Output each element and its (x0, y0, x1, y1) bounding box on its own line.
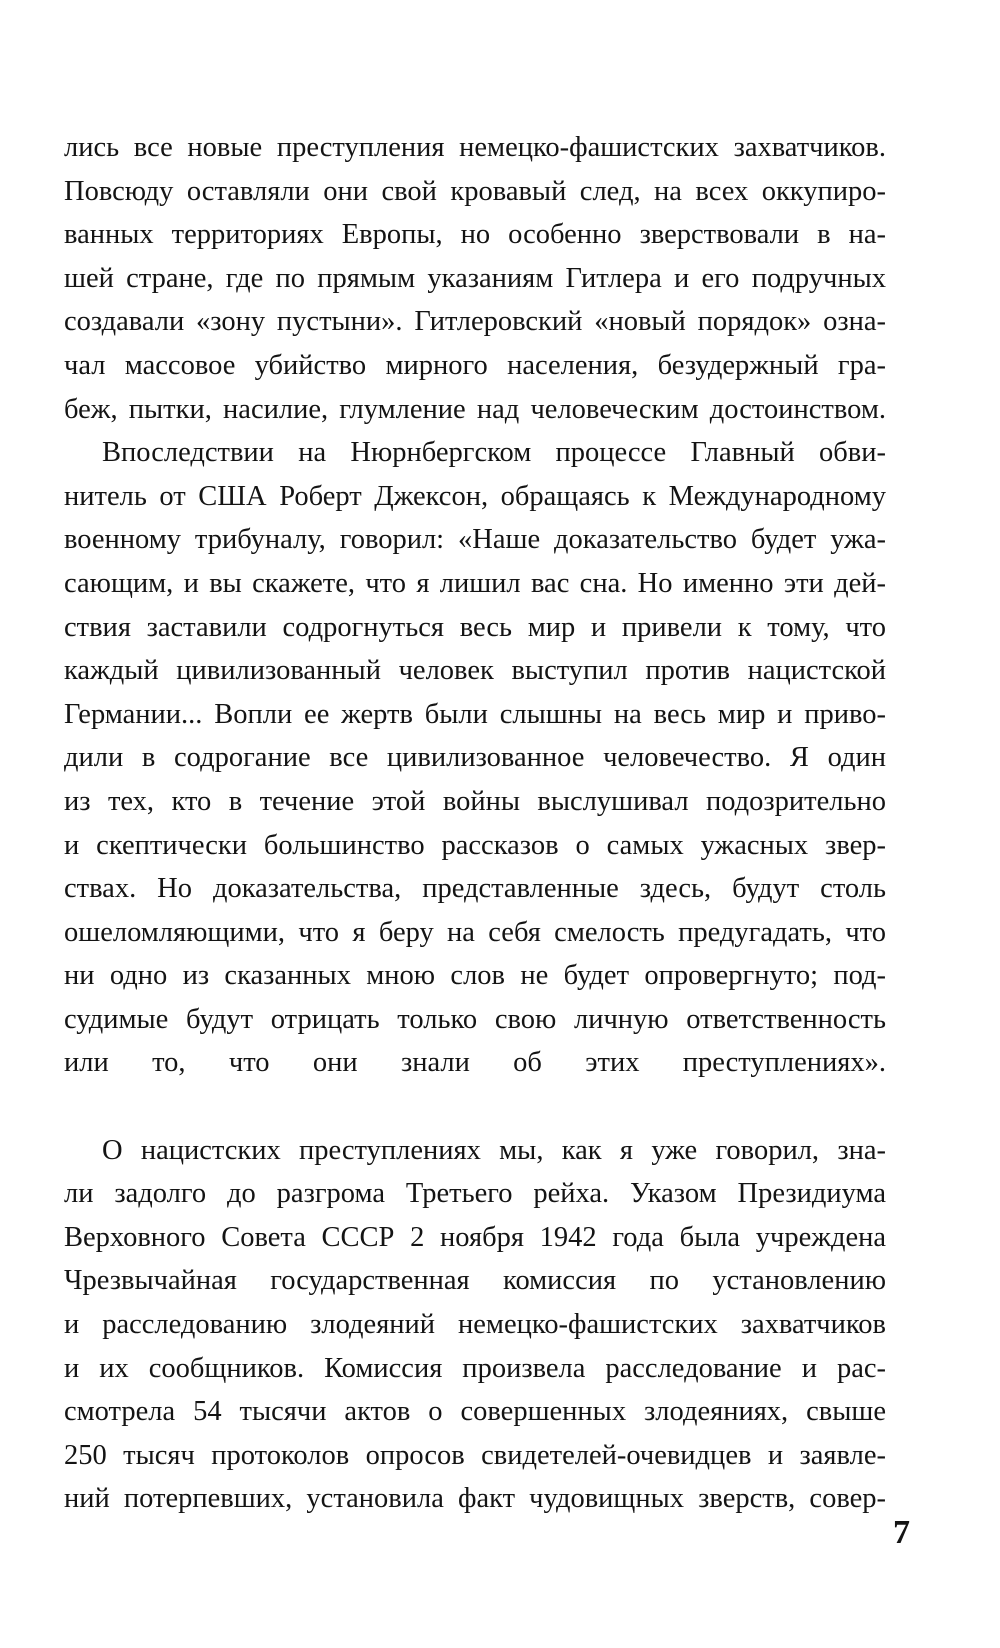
text-line: создавали «зону пустыни». Гитлеровский «новый порядок» озна- (64, 306, 886, 338)
text-line: лись все новые преступления немецко-фашистских захватчиков. (64, 132, 886, 163)
text-line: Германии... Вопли ее жертв были слышны на весь мир и приво- (64, 698, 886, 730)
text-line: ствах. Но доказательства, представленные здесь, будут столь (64, 873, 886, 905)
text-line: ошеломляющими, что я беру на себя смелость предугадать, что (64, 916, 886, 948)
text-line: и скептически большинство рассказов о самых ужасных звер- (64, 829, 886, 861)
text-line: военному трибуналу, говорил: «Наше доказательство будет ужа- (64, 524, 886, 556)
text-line: или то, что они знали об этих преступлениях». (64, 1047, 886, 1079)
body-text (64, 126, 886, 1521)
text-line: ли задолго до разгрома Третьего рейха. Указом Президиума (64, 1178, 886, 1210)
text-line: беж, пытки, насилие, глумление над человеческим достоинством. (64, 393, 886, 425)
text-line: из тех, кто в течение этой войны выслушивал подозрительно (64, 785, 886, 817)
text-line: шей стране, где по прямым указаниям Гитлера и его подручных (64, 262, 886, 294)
text-line: дили в содрогание все цивилизованное человечество. Я один (64, 742, 886, 774)
text-line: Верховного Совета СССР 2 ноября 1942 года была учреждена (64, 1221, 886, 1253)
text-line: О нацистских преступлениях мы, как я уже говорил, зна- (102, 1134, 886, 1166)
text-line: Чрезвычайная государственная комиссия по установлению (64, 1265, 886, 1297)
text-line: сающим, и вы скажете, что я лишил вас сна. Но именно эти дей- (64, 567, 886, 599)
text-line: ни одно из сказанных мною слов не будет опровергнуто; под- (64, 960, 886, 992)
text-line: каждый цивилизованный человек выступил против нацистской (64, 655, 886, 687)
text-line: судимые будут отрицать только свою личную ответственность (64, 1003, 886, 1035)
text-line: 250 тысяч протоколов опросов свидетелей-очевидцев и заявле- (64, 1439, 886, 1471)
text-line: ний потерпевших, установила факт чудовищных зверств, совер- (64, 1483, 886, 1515)
text-line: ванных территориях Европы, но особенно зверствовали в на- (64, 219, 886, 251)
text-line: Впоследствии на Нюрнбергском процессе Главный обви- (102, 437, 886, 469)
text-line: смотрела 54 тысячи актов о совершенных злодеяниях, свыше (64, 1396, 886, 1428)
text-line: чал массовое убийство мирного населения, безудержный гра- (64, 349, 886, 381)
page-number: 7 (893, 1514, 910, 1551)
text-line: и расследованию злодеяний немецко-фашистских захватчиков (64, 1309, 886, 1341)
text-line: ствия заставили содрогнуться весь мир и привели к тому, что (64, 611, 886, 643)
text-line: нитель от США Роберт Джексон, обращаясь к Международному (64, 480, 886, 512)
text-line (64, 1085, 886, 1129)
text-line: Повсюду оставляли они свой кровавый след, на всех оккупиро- (64, 175, 886, 207)
text-line: и их сообщников. Комиссия произвела расследование и рас- (64, 1352, 886, 1384)
